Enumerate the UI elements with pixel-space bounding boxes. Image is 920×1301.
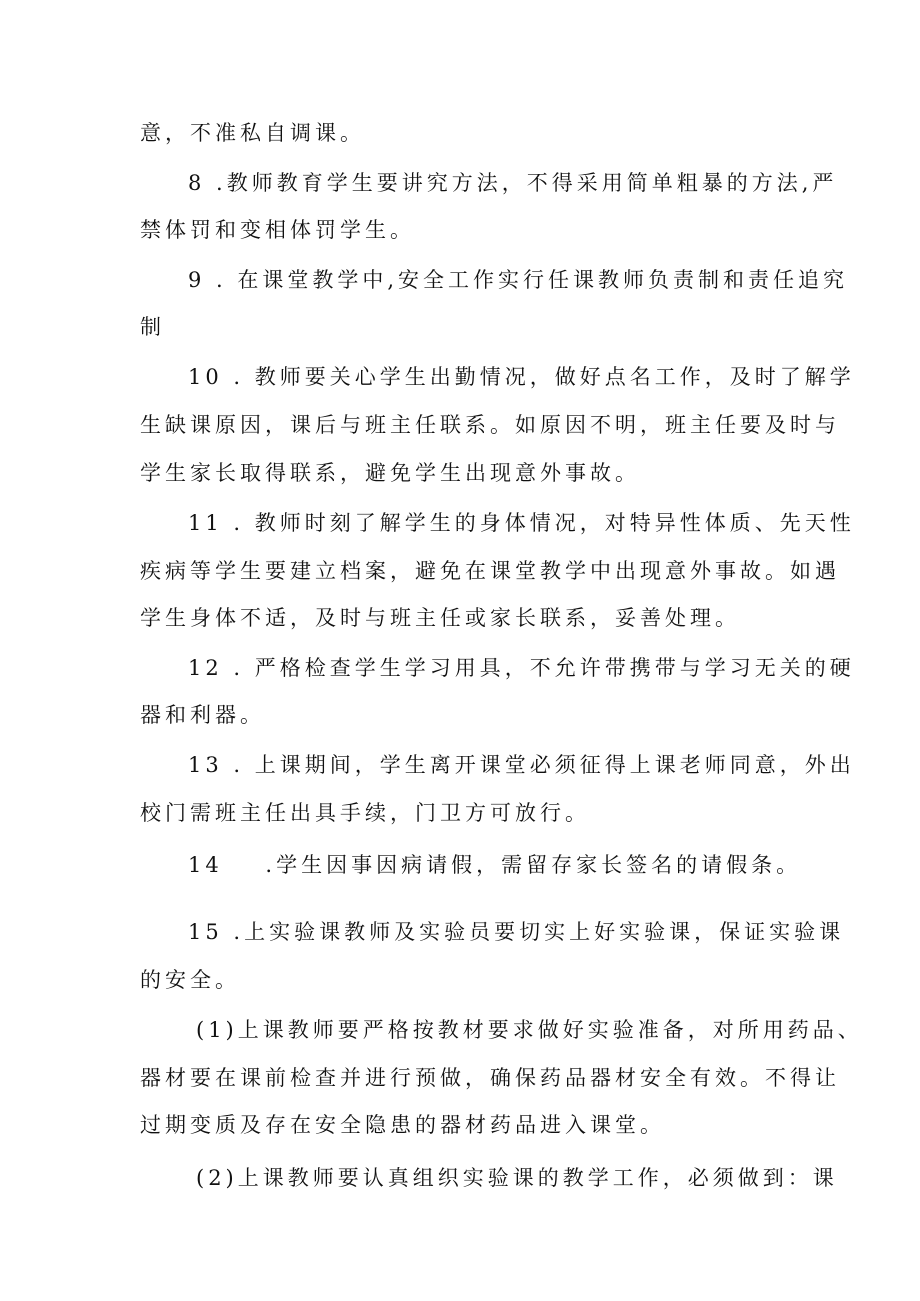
text-line: 11 . 教师时刻了解学生的身体情况，对特异性体质、先天性 bbox=[188, 511, 855, 535]
text-line: 生缺课原因，课后与班主任联系。如原因不明，班主任要及时与 bbox=[140, 413, 840, 437]
text-line: 学生身体不适，及时与班主任或家长联系，妥善处理。 bbox=[140, 606, 740, 630]
text-line: 制 bbox=[140, 315, 165, 339]
text-line: 10 . 教师要关心学生出勤情况，做好点名工作，及时了解学 bbox=[188, 365, 855, 389]
text-line: 13 . 上课期间，学生离开课堂必须征得上课老师同意，外出 bbox=[188, 753, 855, 777]
text-line: 意，不准私自调课。 bbox=[140, 121, 365, 145]
text-line: (2)上课教师要认真组织实验课的教学工作，必须做到：课 bbox=[196, 1166, 838, 1190]
text-line: 9 . 在课堂教学中,安全工作实行任课教师负责制和责任追究 bbox=[188, 268, 849, 292]
text-line: 8 .教师教育学生要讲究方法，不得采用简单粗暴的方法,严 bbox=[188, 171, 838, 195]
text-line: 15 .上实验课教师及实验员要切实上好实验课，保证实验课 bbox=[188, 920, 845, 944]
text-line: (1)上课教师要严格按教材要求做好实验准备，对所用药品、 bbox=[196, 1018, 863, 1042]
text-line: 14 .学生因事因病请假，需留存家长签名的请假条。 bbox=[188, 853, 802, 877]
text-line: 学生家长取得联系，避免学生出现意外事故。 bbox=[140, 461, 640, 485]
text-line: 过期变质及存在安全隐患的器材药品进入课堂。 bbox=[140, 1113, 665, 1137]
text-line: 疾病等学生要建立档案，避免在课堂教学中出现意外事故。如遇 bbox=[140, 559, 840, 583]
text-line: 的安全。 bbox=[140, 968, 240, 992]
text-line: 禁体罚和变相体罚学生。 bbox=[140, 218, 415, 242]
text-line: 校门需班主任出具手续，门卫方可放行。 bbox=[140, 801, 590, 825]
text-line: 器和利器。 bbox=[140, 703, 265, 727]
text-line: 12 . 严格检查学生学习用具，不允许带携带与学习无关的硬 bbox=[188, 656, 855, 680]
text-line: 器材要在课前检查并进行预做，确保药品器材安全有效。不得让 bbox=[140, 1066, 840, 1090]
